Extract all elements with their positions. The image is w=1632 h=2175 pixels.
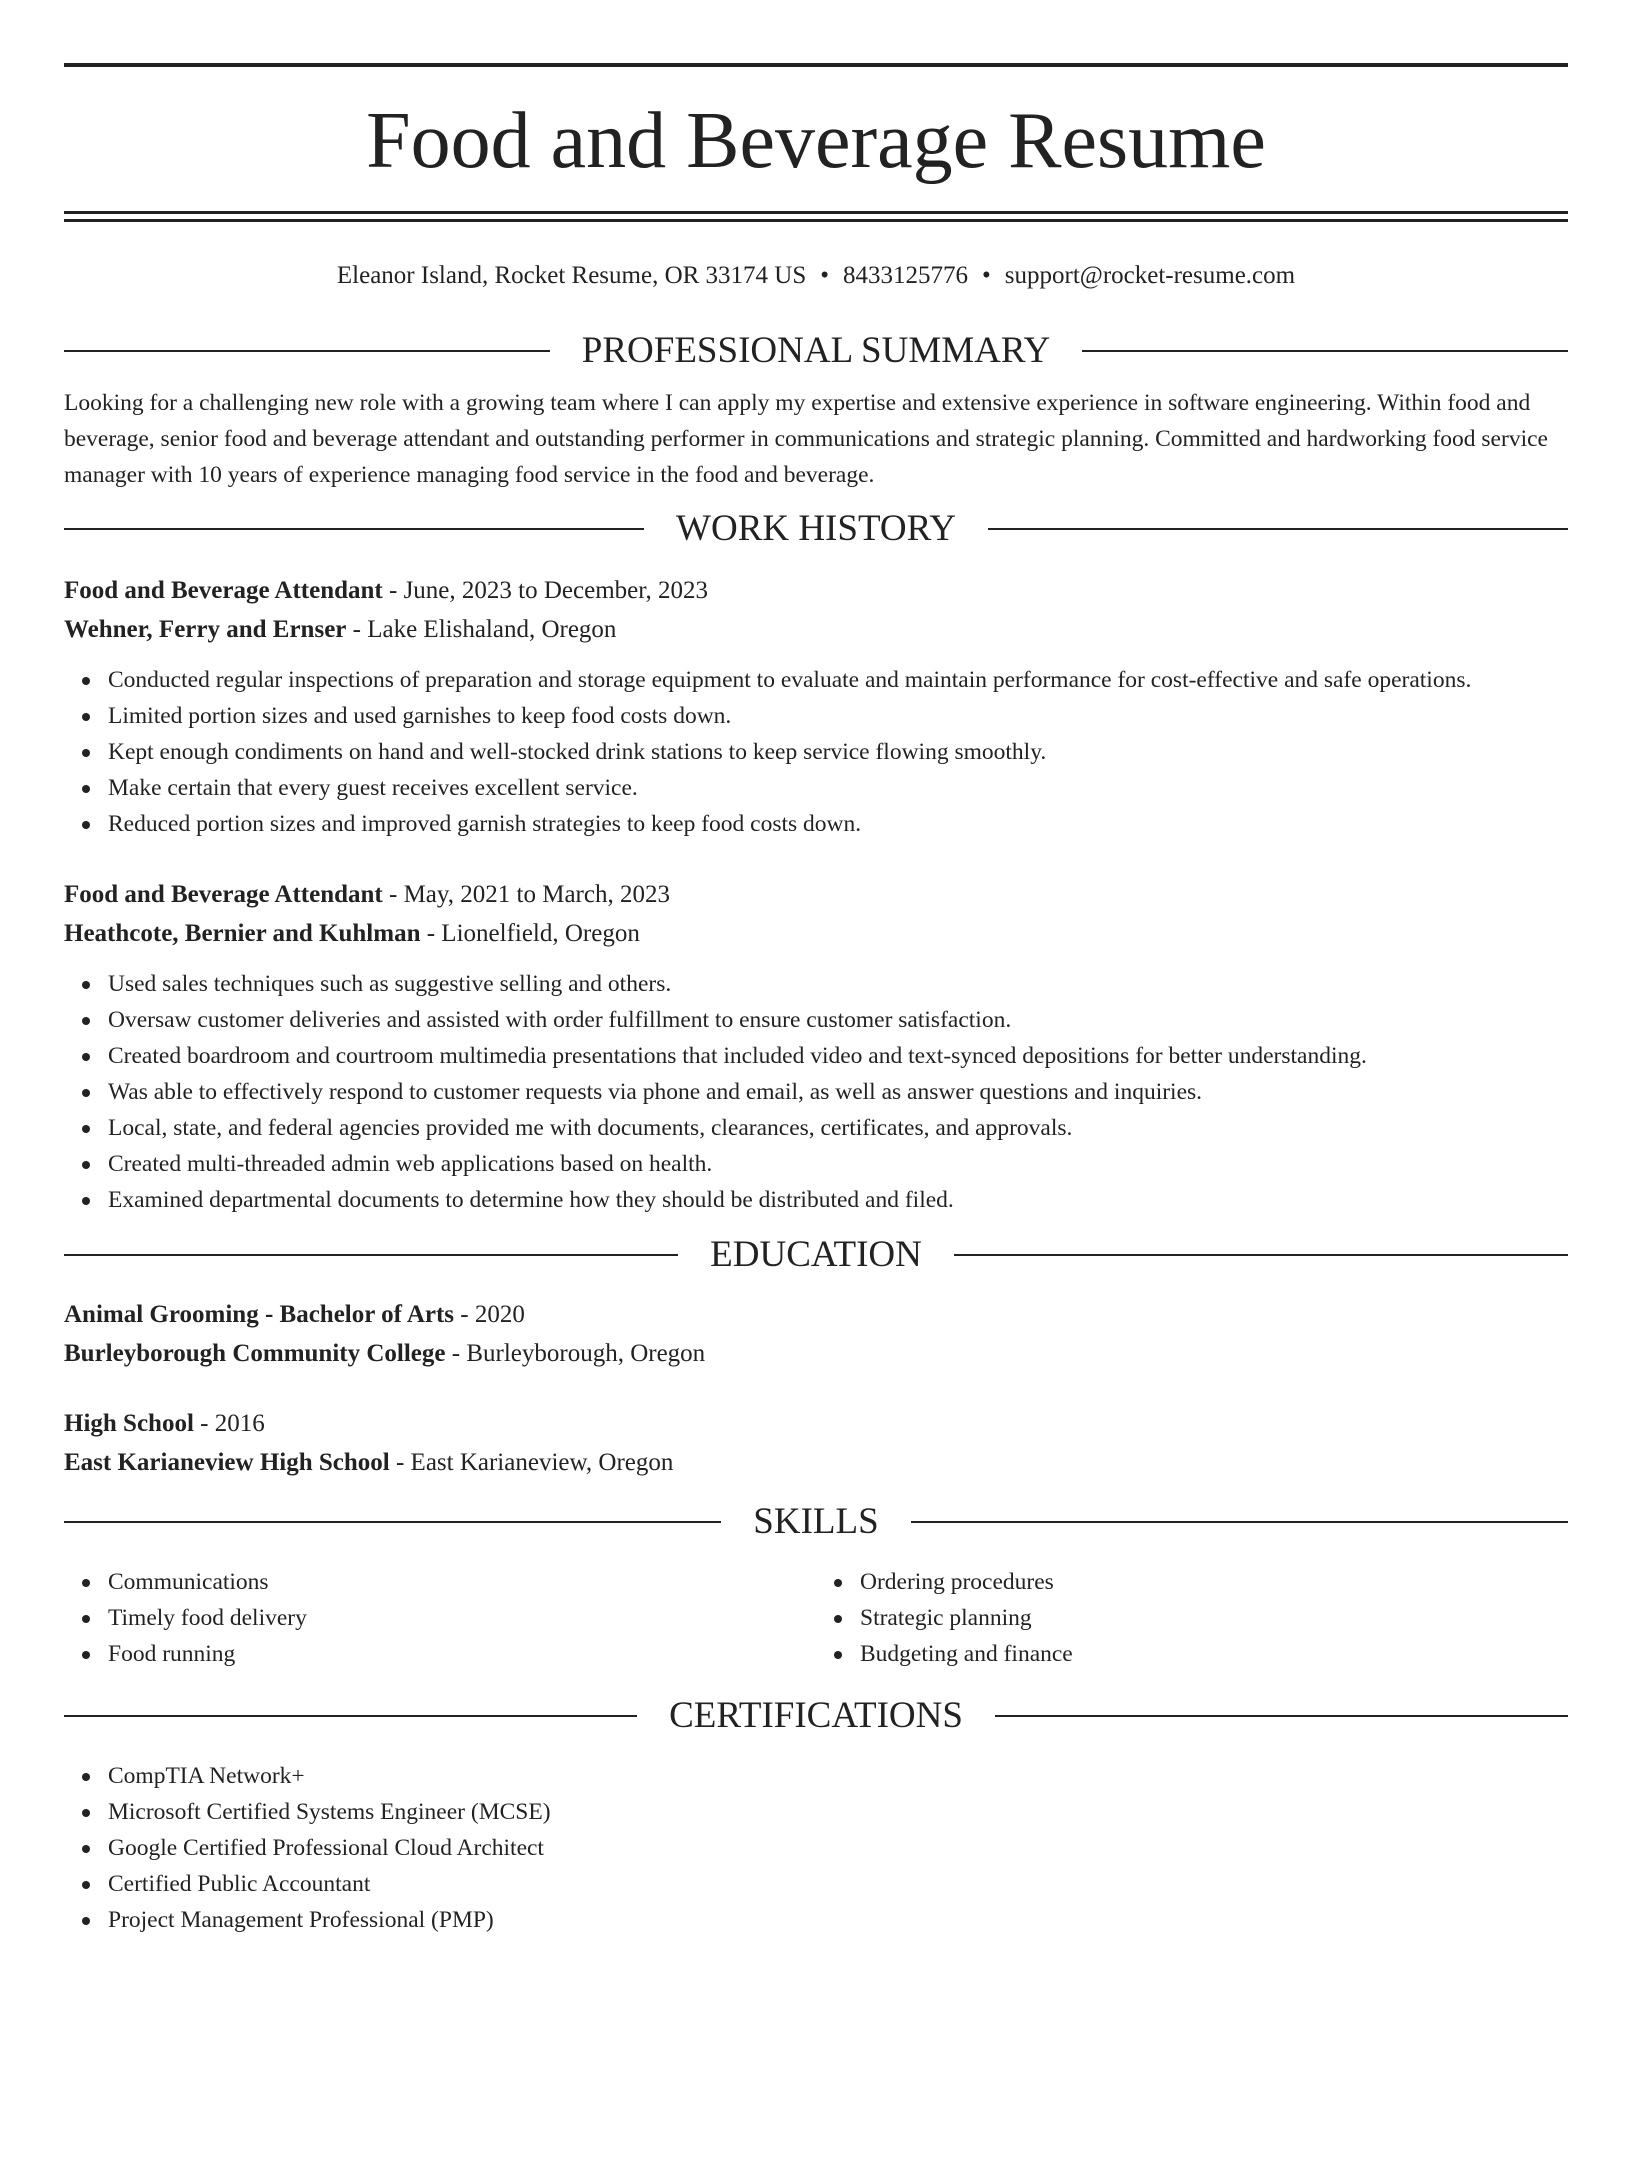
job-company-line bbox=[64, 914, 1568, 953]
certifications-list bbox=[64, 1758, 1568, 1938]
degree-year: - 2016 bbox=[193, 1410, 265, 1437]
contact-phone: 8433125776 bbox=[843, 262, 969, 289]
degree-line bbox=[64, 1295, 1568, 1334]
job-title-line bbox=[64, 875, 1568, 914]
contact-line bbox=[64, 256, 1568, 296]
degree: High School bbox=[64, 1410, 194, 1437]
education-entry bbox=[64, 1404, 1568, 1482]
contact-separator: • bbox=[820, 262, 830, 289]
list-item: Kept enough condiments on hand and well-stocked drink stations to keep service flowing smoothly. bbox=[108, 734, 1568, 770]
summary-heading bbox=[64, 331, 1568, 371]
certifications-heading bbox=[64, 1696, 1568, 1736]
list-item: Was able to effectively respond to customer requests via phone and email, as well as answer questions and inquiries. bbox=[108, 1074, 1568, 1110]
degree-year: - 2020 bbox=[454, 1301, 525, 1328]
job-bullets bbox=[64, 662, 1568, 842]
resume-title: Food and Beverage Resume bbox=[366, 97, 1266, 185]
job-entry bbox=[64, 875, 1568, 1218]
list-item: Created boardroom and courtroom multimedia presentations that included video and text-synced depositions for better understanding. bbox=[108, 1038, 1568, 1074]
skills-column-right bbox=[816, 1564, 1568, 1672]
skills-heading bbox=[64, 1502, 1568, 1542]
list-item: Google Certified Professional Cloud Architect bbox=[108, 1830, 1568, 1866]
list-item: Certified Public Accountant bbox=[108, 1866, 1568, 1902]
education-heading bbox=[64, 1235, 1568, 1275]
work-history-heading-label: WORK HISTORY bbox=[676, 508, 956, 549]
heading-rule-right bbox=[1082, 350, 1568, 352]
top-rule bbox=[64, 63, 1568, 67]
job-location: - Lionelfield, Oregon bbox=[420, 920, 640, 947]
title-double-rule bbox=[64, 211, 1568, 222]
summary-text: Looking for a challenging new role with a growing team where I can apply my expertise and extensive experience in software engineering. Within food and beverage, senior food and beverage attendant and outstanding performer in communications and strategic planning. Committed and hardworking food service manager with 10 years of experience managing food service in the food and beverage. bbox=[64, 390, 1548, 488]
heading-rule-left bbox=[64, 1254, 678, 1256]
list-item: Used sales techniques such as suggestive selling and others. bbox=[108, 966, 1568, 1002]
education-heading-label: EDUCATION bbox=[710, 1234, 922, 1275]
school-location: - East Karianeview, Oregon bbox=[389, 1449, 674, 1476]
job-company: Wehner, Ferry and Ernser bbox=[64, 616, 347, 643]
skills-column-left bbox=[64, 1564, 816, 1672]
skills-grid bbox=[64, 1564, 1568, 1672]
job-title: Food and Beverage Attendant bbox=[64, 577, 383, 604]
list-item: Food running bbox=[108, 1636, 816, 1672]
list-item: Project Management Professional (PMP) bbox=[108, 1902, 1568, 1938]
list-item: Ordering procedures bbox=[860, 1564, 1568, 1600]
job-location: - Lake Elishaland, Oregon bbox=[346, 616, 617, 643]
list-item: Oversaw customer deliveries and assisted with order fulfillment to ensure customer satisfaction. bbox=[108, 1002, 1568, 1038]
list-item: Created multi-threaded admin web applications based on health. bbox=[108, 1146, 1568, 1182]
job-dates: - June, 2023 to December, 2023 bbox=[382, 577, 709, 604]
school: East Karianeview High School bbox=[64, 1449, 390, 1476]
degree: Animal Grooming - Bachelor of Arts bbox=[64, 1301, 455, 1328]
education-entry bbox=[64, 1295, 1568, 1373]
work-history-heading bbox=[64, 509, 1568, 549]
list-item: Budgeting and finance bbox=[860, 1636, 1568, 1672]
job-company-line bbox=[64, 610, 1568, 649]
heading-rule-right bbox=[954, 1254, 1568, 1256]
list-item: Local, state, and federal agencies provided me with documents, clearances, certificates, and approvals. bbox=[108, 1110, 1568, 1146]
school-line bbox=[64, 1443, 1568, 1482]
job-entry bbox=[64, 571, 1568, 842]
resume-page bbox=[0, 63, 1632, 2175]
list-item: Reduced portion sizes and improved garnish strategies to keep food costs down. bbox=[108, 806, 1568, 842]
job-bullets bbox=[64, 966, 1568, 1218]
list-item: Strategic planning bbox=[860, 1600, 1568, 1636]
heading-rule-left bbox=[64, 350, 550, 352]
skills-heading-label: SKILLS bbox=[753, 1501, 879, 1542]
list-item: Make certain that every guest receives excellent service. bbox=[108, 770, 1568, 806]
certifications-heading-label: CERTIFICATIONS bbox=[669, 1695, 963, 1736]
job-title: Food and Beverage Attendant bbox=[64, 881, 383, 908]
contact-separator: • bbox=[982, 262, 991, 289]
summary-heading-label: PROFESSIONAL SUMMARY bbox=[581, 330, 1051, 371]
contact-address: Eleanor Island, Rocket Resume, OR 33174 US bbox=[336, 262, 807, 289]
heading-rule-right bbox=[911, 1521, 1568, 1523]
school: Burleyborough Community College bbox=[64, 1340, 446, 1367]
list-item: Limited portion sizes and used garnishes to keep food costs down. bbox=[108, 698, 1568, 734]
list-item: Timely food delivery bbox=[108, 1600, 816, 1636]
heading-rule-left bbox=[64, 1715, 637, 1717]
list-item: Conducted regular inspections of preparation and storage equipment to evaluate and maintain performance for cost-effective and safe operations. bbox=[108, 662, 1568, 698]
contact-email: support@rocket-resume.com bbox=[1004, 262, 1296, 289]
list-item: Communications bbox=[108, 1564, 816, 1600]
job-title-line bbox=[64, 571, 1568, 610]
list-item: CompTIA Network+ bbox=[108, 1758, 1568, 1794]
school-line bbox=[64, 1334, 1568, 1373]
job-company: Heathcote, Bernier and Kuhlman bbox=[64, 920, 421, 947]
school-location: - Burleyborough, Oregon bbox=[445, 1340, 706, 1367]
heading-rule-left bbox=[64, 1521, 721, 1523]
heading-rule-left bbox=[64, 528, 644, 530]
list-item: Microsoft Certified Systems Engineer (MCSE) bbox=[108, 1794, 1568, 1830]
job-dates: - May, 2021 to March, 2023 bbox=[382, 881, 670, 908]
heading-rule-right bbox=[988, 528, 1568, 530]
heading-rule-right bbox=[995, 1715, 1568, 1717]
degree-line bbox=[64, 1404, 1568, 1443]
list-item: Examined departmental documents to determine how they should be distributed and filed. bbox=[108, 1182, 1568, 1218]
